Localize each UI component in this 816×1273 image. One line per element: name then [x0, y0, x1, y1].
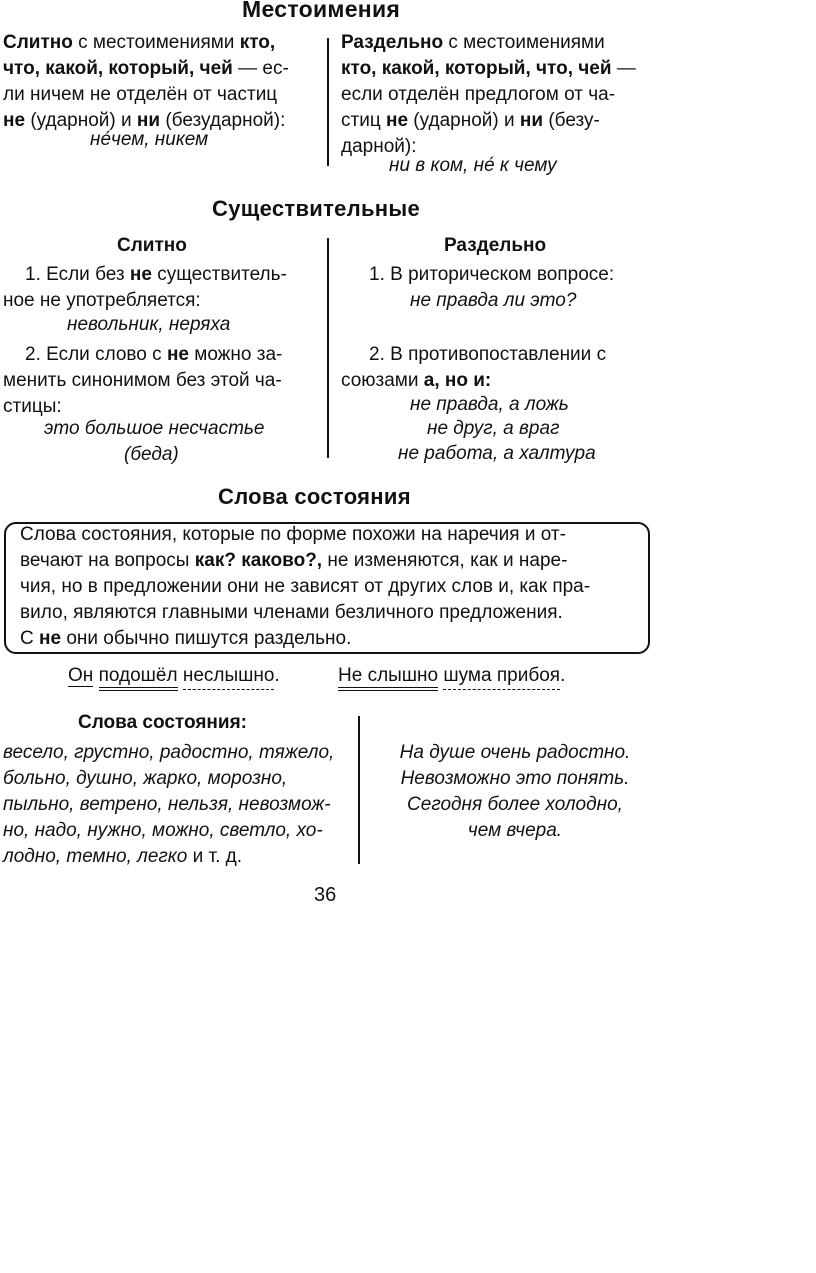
list-item: весело, грустно, радостно, тяжело,	[3, 742, 335, 763]
pronouns-left-example: не́чем, никем	[90, 129, 209, 150]
example-sentence: чем вчера.	[467, 820, 563, 841]
nouns-left-example1: невольник, неряха	[67, 314, 231, 335]
nouns-left-example2: это большое несчастье	[44, 418, 265, 439]
nouns-left-heading: Слитно	[117, 235, 187, 256]
nouns-right-item2: 2. В противопоставлении с союзами а, но и:	[341, 344, 607, 391]
column-divider	[358, 716, 360, 864]
nouns-left-item2: 2. Если слово с не можно за- менить синонимом без этой ча- стицы:	[3, 344, 283, 417]
list-item: пыльно, ветрено, нельзя, невозмож-	[3, 794, 331, 815]
example-sentence: Сегодня более холодно,	[407, 794, 623, 815]
predicate-underline: подошёл	[99, 665, 178, 691]
rule-box-text: Слова состояния, которые по форме похожи на наречия и от- вечают на вопросы как? каково?, не изменяются, как и наре- чия, но в предложении они не зависят от других слов и, как пра- вило, являются главными членами безличного предложения. С не они обычно пишутся раздельно.	[20, 524, 591, 649]
section-title-pronouns: Местоимения	[242, 0, 401, 22]
pronouns-right-text: Раздельно с местоимениями кто, какой, который, что, чей — если отделён предлогом от ча- стиц не (ударной) и ни (безу- дарной):	[341, 32, 636, 157]
sample-sentence-2: Не слышно шума прибоя.	[338, 665, 565, 687]
nouns-left-item1: 1. Если без не существитель- ное не употребляется:	[3, 264, 287, 311]
nouns-right-example1: не правда ли это?	[410, 290, 577, 311]
states-word-list	[3, 740, 348, 870]
page-number: 36	[314, 884, 337, 906]
predicate-underline: Не слышно	[338, 665, 438, 691]
section-title-states: Слова состояния	[218, 484, 411, 509]
example-sentence: Невозможно это понять.	[400, 768, 630, 789]
pronouns-right-example: ни в ком, не́ к чему	[389, 155, 557, 176]
example-sentence: На душе очень радостно.	[399, 742, 631, 763]
column-divider	[327, 238, 329, 458]
subject-underline: Он	[68, 665, 94, 686]
sample-sentence-1: Он подошёл неслышно.	[68, 665, 280, 687]
states-list-heading: Слова состояния:	[78, 712, 247, 733]
nouns-right-heading: Раздельно	[444, 235, 547, 256]
nouns-left-example3: (беда)	[124, 444, 179, 465]
states-examples	[370, 740, 660, 844]
nouns-right-example2: не правда, а ложь	[410, 394, 569, 415]
adverbial-underline: неслышно	[183, 665, 275, 690]
nouns-right-example4: не работа, а халтура	[398, 443, 596, 464]
list-item: лодно, темно, легко и т. д.	[3, 846, 243, 867]
list-item: но, надо, нужно, можно, светло, хо-	[3, 820, 323, 841]
section-title-nouns: Существительные	[212, 196, 421, 221]
pronouns-left-text: Слитно с местоимениями кто, что, какой, который, чей — ес- ли ничем не отделён от частиц не (ударной) и ни (безударной):	[3, 32, 289, 131]
list-item: больно, душно, жарко, морозно,	[3, 768, 288, 789]
column-divider	[327, 38, 329, 166]
nouns-right-item1: 1. В риторическом вопросе:	[369, 264, 615, 285]
nouns-right-example3: не друг, а враг	[427, 418, 560, 439]
object-underline: шума прибоя	[443, 665, 560, 690]
